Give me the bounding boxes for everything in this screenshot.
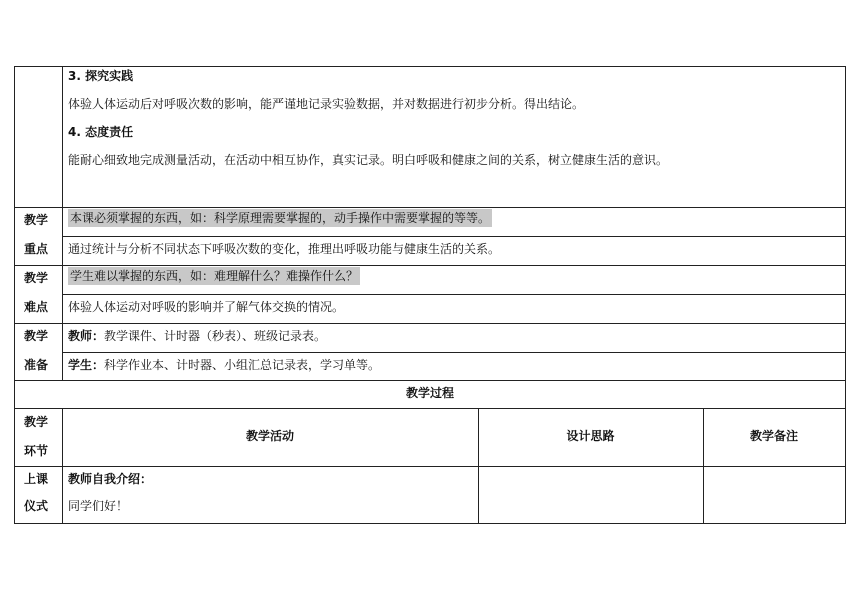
- row-border: [14, 408, 846, 409]
- row-border: [62, 236, 846, 237]
- design-column-header: 设计思路: [566, 429, 615, 443]
- key-points-label: 重点: [24, 242, 49, 256]
- difficulties-label: 教学: [24, 271, 49, 285]
- greeting-text: 同学们好！: [68, 499, 129, 513]
- col-border: [62, 408, 63, 524]
- preparation-label: 准备: [24, 358, 49, 372]
- row-border: [62, 352, 846, 353]
- key-points-label: 教学: [24, 213, 49, 227]
- teacher-preparation: 教师：教学课件、计时器（秒表）、班级记录表。: [68, 329, 327, 343]
- row-border: [14, 466, 846, 467]
- col-border: [478, 408, 479, 524]
- activity-column-header: 教学活动: [245, 429, 294, 443]
- row-border: [14, 66, 846, 67]
- notes-column-header: 教学备注: [749, 429, 798, 443]
- col-border: [62, 66, 63, 380]
- col-border: [14, 66, 15, 380]
- section-4-heading: 4. 态度责任: [68, 125, 134, 139]
- section-4-text: 能耐心细致地完成测量活动，在活动中相互协作，真实记录。明白呼吸和健康之间的关系，树立健康生活的意识。: [68, 153, 669, 167]
- teacher-intro-label: 教师自我介绍：: [68, 472, 153, 486]
- section-3-text: 体验人体运动后对呼吸次数的影响，能严谨地记录实验数据，并对数据进行初步分析。得出结论。: [68, 97, 585, 111]
- section-3-heading: 3. 探究实践: [68, 69, 134, 83]
- row-border: [14, 207, 846, 208]
- difficulties-content: 体验人体运动对呼吸的影响并了解气体交换的情况。: [68, 300, 345, 314]
- difficulties-label: 难点: [24, 300, 49, 314]
- col-border: [845, 66, 846, 524]
- key-points-content: 通过统计与分析不同状态下呼吸次数的变化，推理出呼吸功能与健康生活的关系。: [68, 242, 501, 256]
- row-border: [62, 294, 846, 295]
- process-title: 教学过程: [405, 386, 454, 400]
- key-points-hint: 本课必须掌握的东西，如：科学原理需要掌握的，动手操作中需要掌握的等等。: [70, 211, 491, 225]
- row-border: [14, 523, 846, 524]
- stage-label: 仪式: [24, 499, 49, 513]
- col-border: [703, 408, 704, 524]
- stage-column-header: 教学: [24, 415, 49, 429]
- row-border: [14, 265, 846, 266]
- difficulties-hint: 学生难以掌握的东西，如：难理解什么？难操作什么？: [70, 269, 359, 283]
- student-preparation: 学生：科学作业本、计时器、小组汇总记录表，学习单等。: [68, 358, 381, 372]
- col-border: [14, 408, 15, 524]
- row-border: [14, 323, 846, 324]
- stage-label: 上课: [24, 472, 49, 486]
- lesson-plan-table: [14, 66, 846, 522]
- row-border: [14, 380, 846, 381]
- preparation-label: 教学: [24, 329, 49, 343]
- stage-column-header: 环节: [24, 444, 49, 458]
